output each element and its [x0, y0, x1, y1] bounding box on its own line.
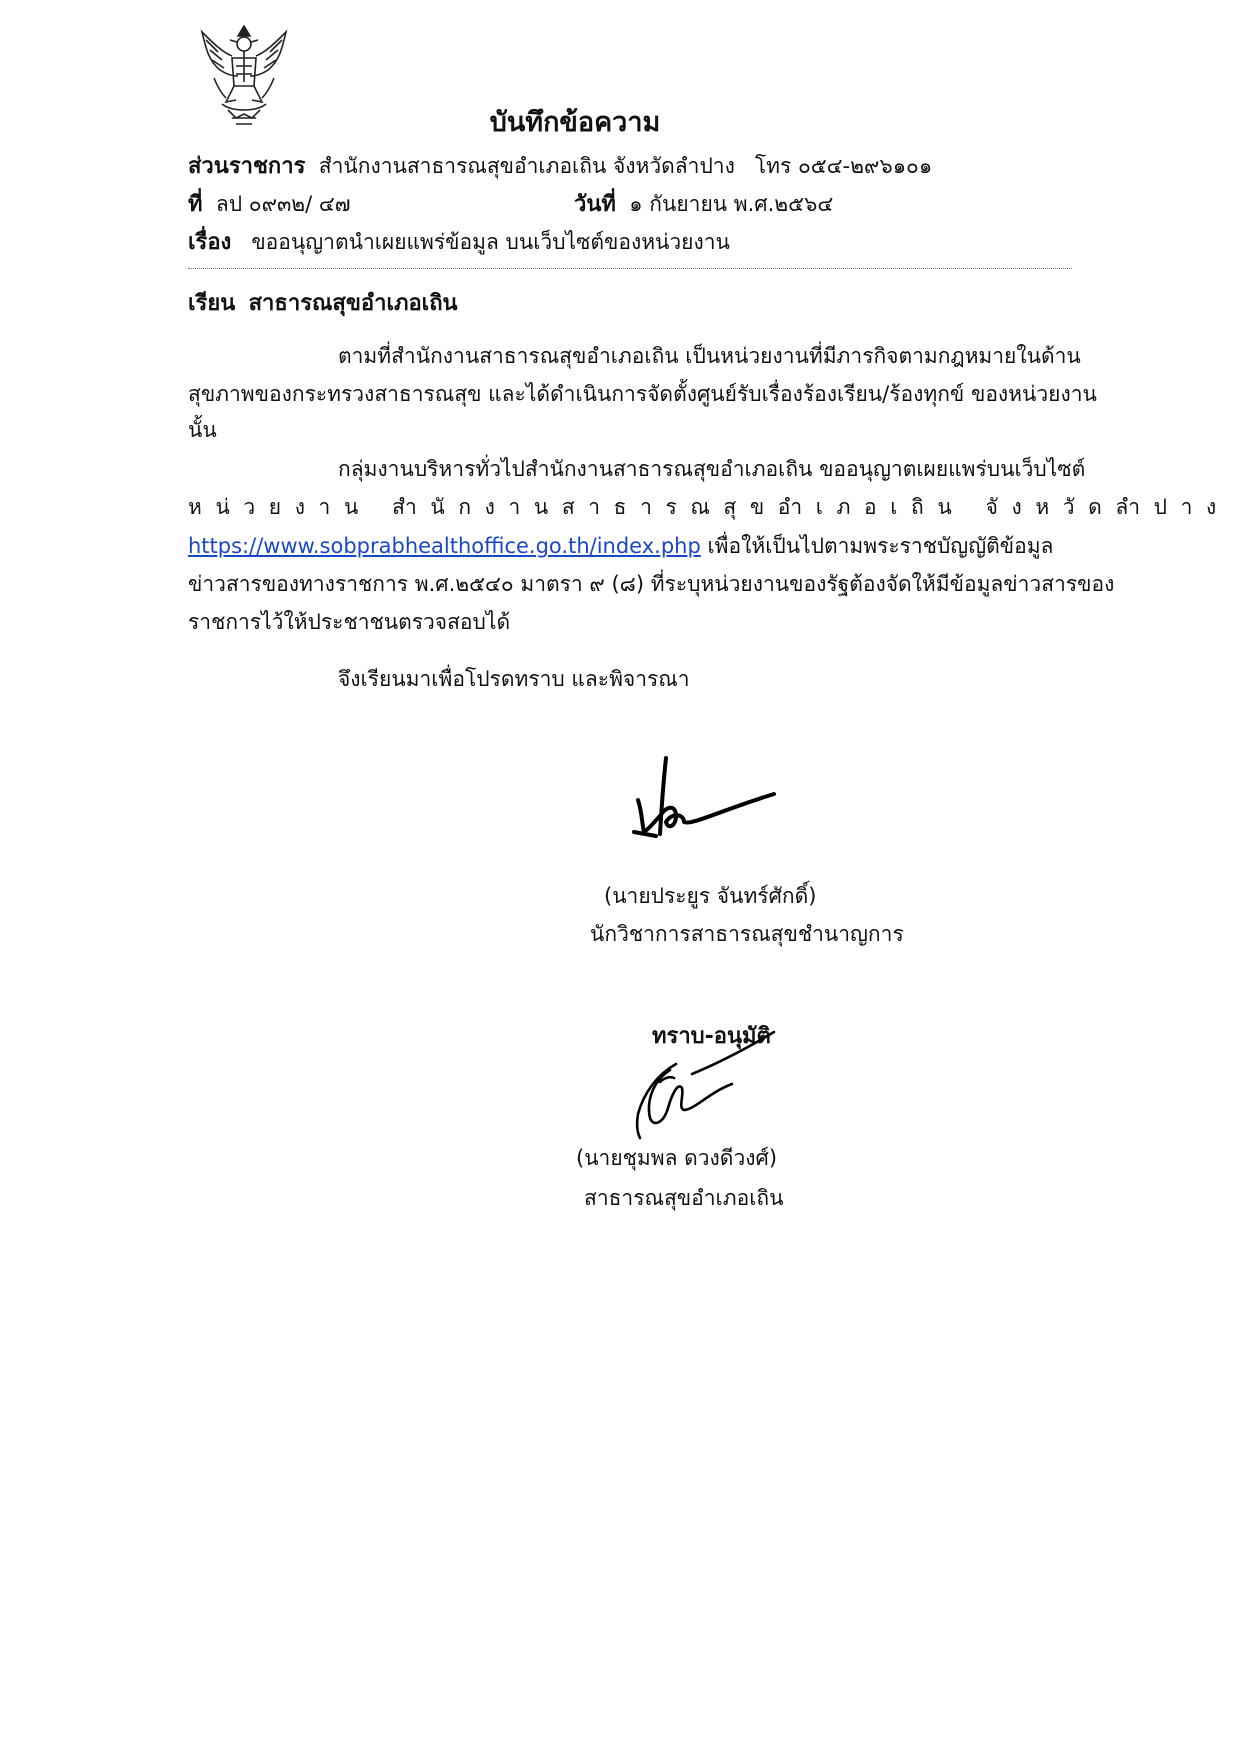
paragraph-2-line-2: หน่วยงาน สำนักงานสาธารณสุขอำเภอเถิน จังหวัดลำปาง	[188, 495, 1230, 519]
paragraph-2-line-5: ราชการไว้ให้ประชาชนตรวจสอบได้	[188, 610, 511, 634]
approval-label: ทราบ-อนุมัติ	[652, 1024, 771, 1049]
header-divider	[188, 268, 1072, 269]
reference-value: ลป ๐๙๓๒/ ๔๗	[215, 192, 351, 216]
phone-number: โทร ๐๕๔-๒๙๖๑๐๑	[754, 154, 933, 178]
date-line	[574, 186, 833, 221]
date-value: ๑ กันยายน พ.ศ.๒๕๖๔	[629, 192, 834, 216]
reference-label: ที่	[188, 192, 203, 217]
memo-title: บันทึกข้อความ	[489, 107, 661, 138]
signer-2-name: (นายชุมพล ดวงดีวงศ์)	[576, 1146, 778, 1170]
paragraph-1-line-2: สุขภาพของกระทรวงสาธารณสุข และได้ดำเนินการจัดตั้งศูนย์รับเรื่องร้องเรียน/ร้องทุกข์ ของหน่วยงาน	[188, 382, 1097, 406]
paragraph-1-line-3: นั้น	[188, 418, 217, 442]
agency-label: ส่วนราชการ	[188, 154, 306, 179]
signer-1-position: นักวิชาการสาธารณสุขชำนาญการ	[590, 922, 904, 946]
agency-line	[188, 148, 932, 183]
salutation-label: เรียน	[188, 291, 236, 316]
reference-line	[188, 186, 351, 221]
salutation-line	[188, 285, 458, 320]
signer-2-position: สาธารณสุขอำเภอเถิน	[584, 1186, 784, 1210]
signature-1-icon	[632, 756, 780, 840]
paragraph-2-line-3	[188, 530, 1053, 563]
agency-value: สำนักงานสาธารณสุขอำเภอเถิน จังหวัดลำปาง	[318, 154, 735, 178]
paragraph-2-line-3-rest: เพื่อให้เป็นไปตามพระราชบัญญัติข้อมูล	[700, 534, 1054, 558]
subject-value: ขออนุญาตนำเผยแพร่ข้อมูล บนเว็บไซต์ของหน่วยงาน	[251, 230, 730, 254]
subject-label: เรื่อง	[188, 230, 232, 255]
paragraph-2-line-1: กลุ่มงานบริหารทั่วไปสำนักงานสาธารณสุขอำเภอเถิน ขออนุญาตเผยแพร่บนเว็บไซต์	[338, 457, 1086, 481]
subject-line	[188, 224, 730, 259]
paragraph-2-line-4: ข่าวสารของทางราชการ พ.ศ.๒๕๔๐ มาตรา ๙ (๘) ที่ระบุหน่วยงานของรัฐต้องจัดให้มีข้อมูลข่าวสารของ	[188, 572, 1115, 596]
signer-1-name: (นายประยูร จันทร์ศักดิ์)	[604, 884, 817, 908]
website-link[interactable]: https://www.sobprabhealthoffice.go.th/index.php	[188, 534, 701, 558]
salutation-value: สาธารณสุขอำเภอเถิน	[248, 291, 458, 316]
closing-line: จึงเรียนมาเพื่อโปรดทราบ และพิจารณา	[338, 667, 690, 691]
paragraph-1-line-1: ตามที่สำนักงานสาธารณสุขอำเภอเถิน เป็นหน่วยงานที่มีภารกิจตามกฎหมายในด้าน	[338, 344, 1081, 368]
date-label: วันที่	[574, 192, 616, 217]
signature-2-icon	[624, 1030, 780, 1142]
